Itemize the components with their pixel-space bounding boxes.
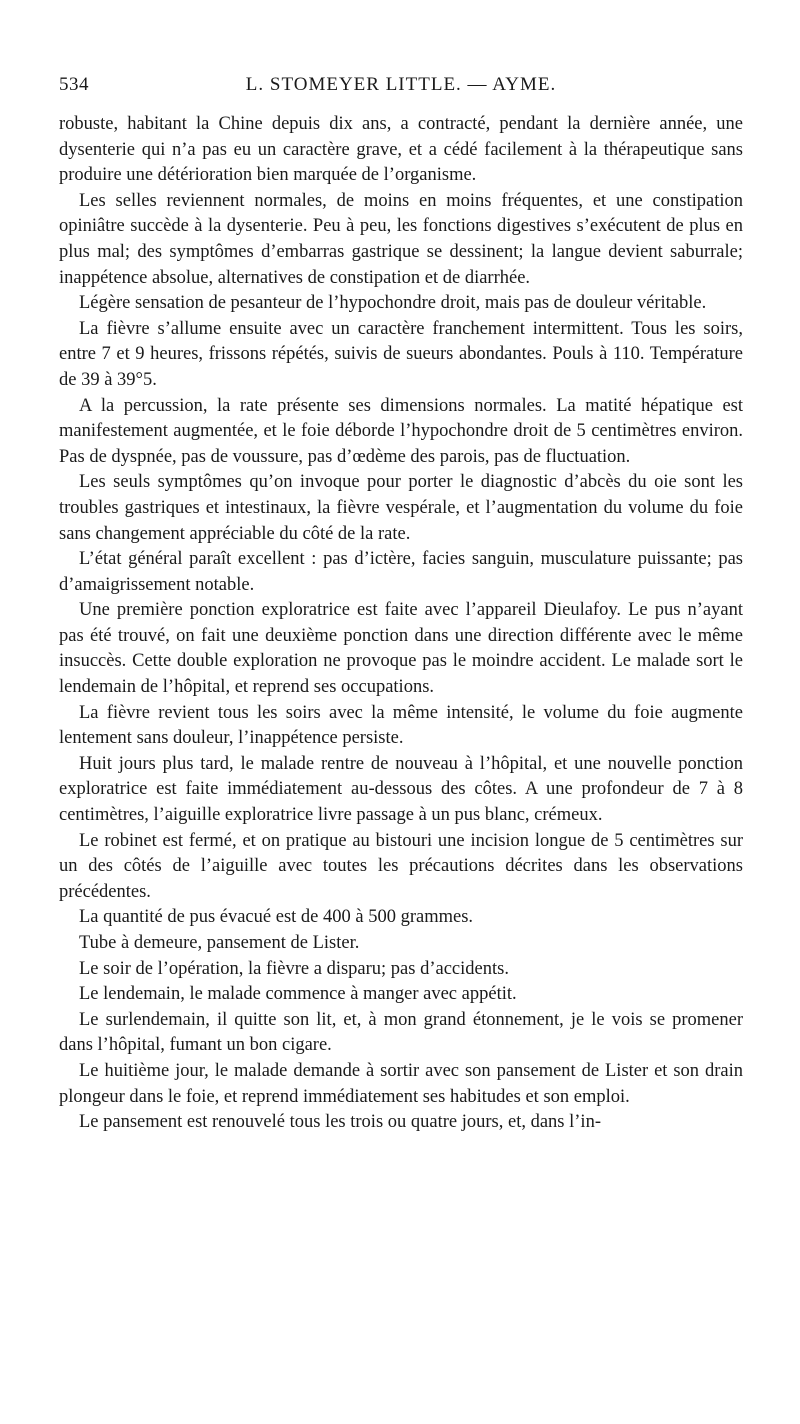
paragraph: L’état général paraît excellent : pas d’ictère, facies sanguin, musculature puissante; pas d’amaigrissement notable. [59, 549, 743, 595]
paragraph: Les selles reviennent normales, de moins en moins fréquentes, et une constipation opiniâtre succède à la dysenterie. Peu à peu, les fonctions digestives s’exécutent de plus en plus mal; des symptômes d’embarras gastrique se dessinent; la langue devient saburrale; inappétence absolue, alternatives de constipation et de diarrhée. [59, 190, 743, 288]
paragraph: Le huitième jour, le malade demande à sortir avec son pansement de Lister et son drain plongeur dans le foie, et reprend immédiatement ses habitudes et son emploi. [59, 1060, 743, 1107]
paragraph: Légère sensation de pesanteur de l’hypochondre droit, mais pas de douleur véritable. [79, 293, 707, 314]
paragraph: Le surlendemain, il quitte son lit, et, à mon grand étonnement, je le vois se promener dans l’hôpital, fumant un bon cigare. [59, 1009, 743, 1056]
paragraph: La fièvre s’allume ensuite avec un caractère franchement intermittent. Tous les soirs, entre 7 et 9 heures, frissons répétés, suivis de sueurs abondantes. Pouls à 110. Température de 39 à 39°5. [59, 318, 743, 390]
paragraph: Tube à demeure, pansement de Lister. [79, 933, 360, 953]
paragraph: A la percussion, la rate présente ses dimensions normales. La matité hépatique est manifestement augmentée, et le foie déborde l’hypochondre droit de 5 centimètres environ. Pas de dyspnée, pas de voussure, pas d’œdème des parois, pas de fluctuation. [59, 395, 743, 467]
paragraph: Le pansement est renouvelé tous les trois ou quatre jours, et, dans l’in- [79, 1112, 601, 1133]
paragraph: Les seuls symptômes qu’on invoque pour porter le diagnostic d’abcès du oie sont les troubles gastriques et intestinaux, la fièvre vespérale, et l’augmentation du volume du foie sans changement appréciable du côté de la rate. [59, 472, 743, 544]
running-head [59, 74, 743, 110]
paragraph: Le soir de l’opération, la fièvre a disparu; pas d’accidents. [79, 958, 509, 979]
paragraph: Le lendemain, le malade commence à manger avec appétit. [79, 984, 517, 1005]
paragraph: La quantité de pus évacué est de 400 à 500 grammes. [79, 907, 474, 928]
body-text [59, 112, 743, 1136]
book-page [59, 74, 743, 1136]
paragraph: La fièvre revient tous les soirs avec la même intensité, le volume du foie augmente lentement sans douleur, l’inappétence persiste. [59, 702, 743, 749]
running-title: L. STOMEYER LITTLE. — AYME. [245, 74, 557, 95]
paragraph: Huit jours plus tard, le malade rentre de nouveau à l’hôpital, et une nouvelle ponction exploratrice est faite immédiatement au-dessous des côtes. A une profondeur de 7 à 8 centimètres, l’aiguille exploratrice livre passage à un pus blanc, crémeux. [59, 753, 743, 826]
paragraph: Une première ponction exploratrice est faite avec l’appareil Dieulafoy. Le pus n’ayant pas été trouvé, on fait une deuxième ponction dans une direction différente avec le même insuccès. Cette double exploration ne provoque pas le moindre accident. Le malade sort le lendemain de l’hôpital, et reprend ses occupations. [59, 600, 743, 698]
paragraph: Le robinet est fermé, et on pratique au bistouri une incision longue de 5 centimètres sur un des côtés de l’aiguille avec toutes les précautions décrites dans les observations précédentes. [59, 830, 743, 902]
page-number: 534 [59, 74, 89, 95]
paragraph-continued: robuste, habitant la Chine depuis dix ans, a contracté, pendant la dernière année, une dysenterie qui n’a pas eu un caractère grave, et a cédé facilement à la thérapeutique sans produire une détérioration bien marquée de l’organisme. [59, 114, 743, 186]
